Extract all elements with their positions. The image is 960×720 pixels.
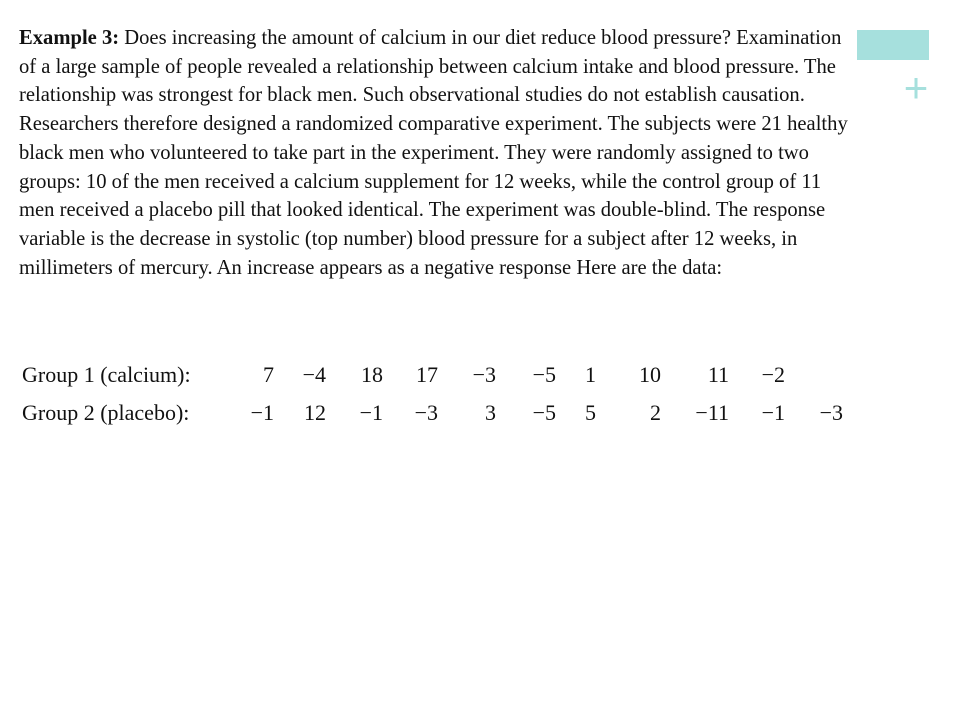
table-cell: 5 — [585, 400, 596, 425]
data-table — [22, 356, 843, 432]
table-row — [22, 356, 843, 394]
table-cell: 2 — [650, 400, 661, 425]
table-cell: 10 — [639, 362, 661, 387]
table-cell — [785, 356, 843, 394]
table-cell: −2 — [761, 362, 785, 387]
table-cell: −5 — [532, 362, 556, 387]
table-cell: −3 — [472, 362, 496, 387]
example-text: Does increasing the amount of calcium in our diet reduce blood pressure? Examination of a large sample of people revealed a relationship between calcium intake and blood pressure. The relationship was strongest for black men. Such observational studies do not establish causation. Researchers therefore designed a randomized comparative experiment. The subjects were 21 healthy black men who volunteered to take part in the experiment. They were randomly assigned to two groups: 10 of the men received a calcium supplement for 12 weeks, while the control group of 11 men received a placebo pill that looked identical. The experiment was double-blind. The response variable is the decrease in systolic (top number) blood pressure for a subject after 12 weeks, in millimeters of mercury. An increase appears as a negative response Here are the data: — [19, 27, 848, 279]
table-cell: 3 — [485, 400, 496, 425]
table-cell: 18 — [361, 362, 383, 387]
example-paragraph — [19, 24, 854, 282]
table-cell: −3 — [819, 400, 843, 425]
row-label: Group 1 (calcium): — [22, 362, 191, 387]
accent-bar — [857, 30, 929, 60]
table-cell: −3 — [414, 400, 438, 425]
table-cell: 1 — [585, 362, 596, 387]
table-cell: −4 — [302, 362, 326, 387]
row-label: Group 2 (placebo): — [22, 400, 190, 425]
table-cell: −1 — [359, 400, 383, 425]
table-row — [22, 394, 843, 432]
plus-icon: + — [903, 64, 929, 111]
table-cell: 17 — [416, 362, 438, 387]
table-cell: −1 — [250, 400, 274, 425]
table-cell: −11 — [695, 400, 729, 425]
table-cell: 11 — [707, 362, 729, 387]
table-cell: −5 — [532, 400, 556, 425]
table-cell: −1 — [761, 400, 785, 425]
table-cell: 12 — [304, 400, 326, 425]
example-label: Example 3: — [19, 27, 120, 49]
table-cell: 7 — [263, 362, 274, 387]
